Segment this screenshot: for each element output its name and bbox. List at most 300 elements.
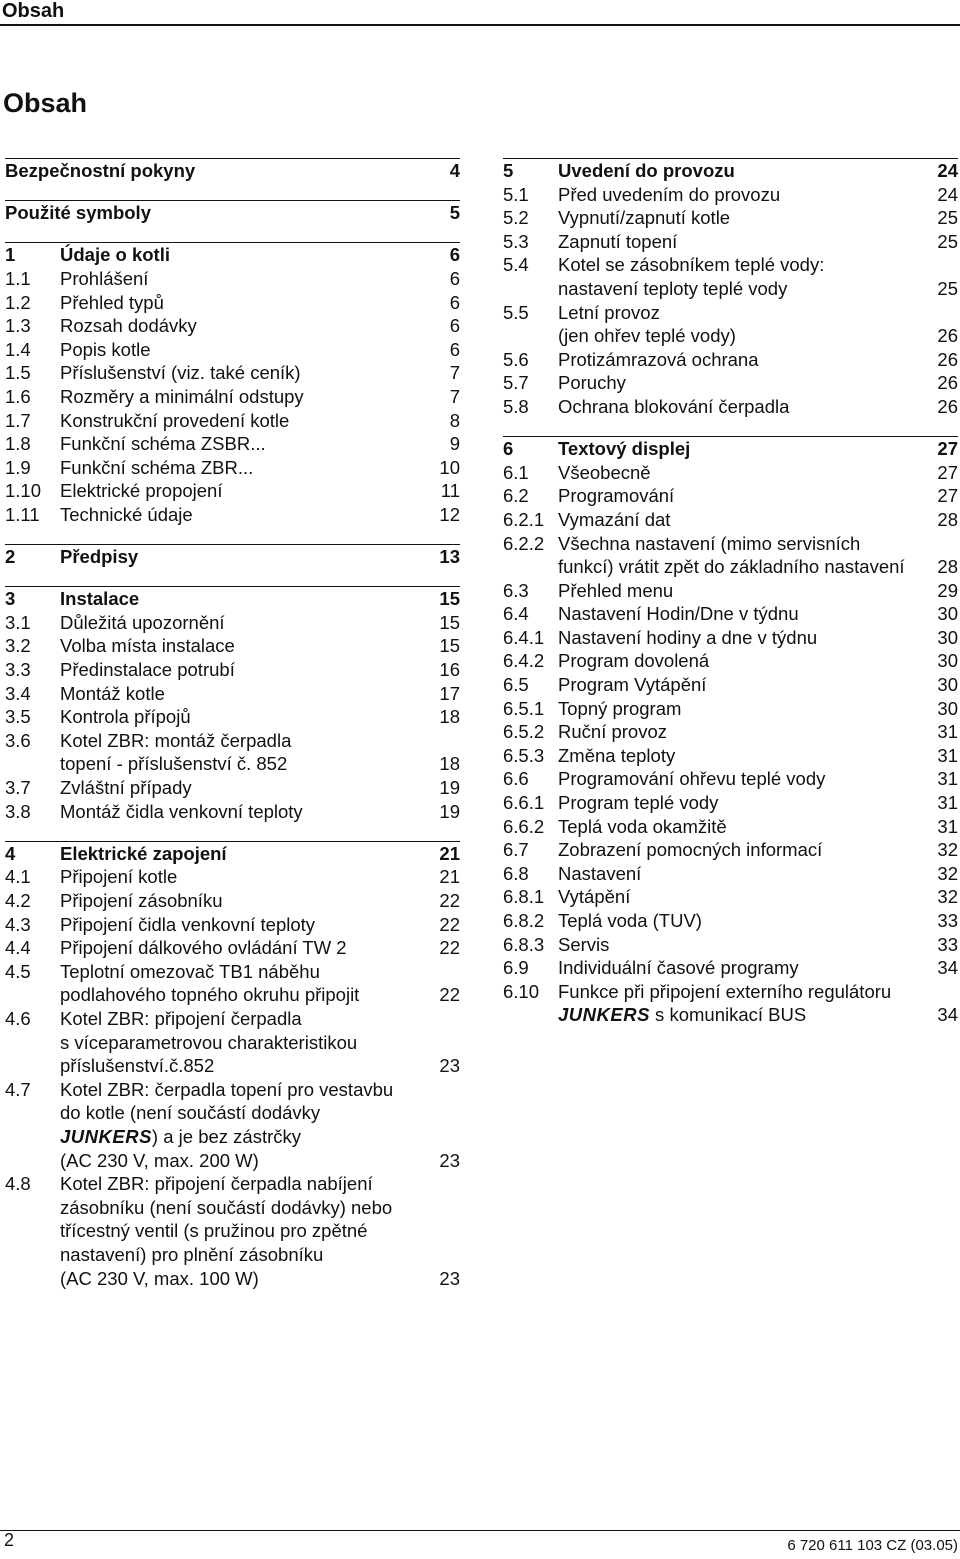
toc-entry[interactable] [5,456,460,480]
toc-entry[interactable] [503,838,958,862]
toc-entry-number: 4.3 [5,913,31,935]
toc-entry-number: 1.3 [5,315,31,337]
toc-entry[interactable] [503,673,958,697]
toc-page-number: 25 [937,230,958,252]
toc-page-number: 6 [449,315,460,337]
toc-page-number: 30 [937,650,958,672]
toc-entry-title: Funkce při připojení externího regulátoru [558,980,892,1002]
toc-page-number: 31 [937,792,958,814]
toc-page-number: 19 [439,800,460,822]
toc-page-number: 25 [937,277,958,299]
toc-entry-title: Protizámrazová ochrana [558,348,759,370]
toc-page-number: 6 [449,267,460,289]
toc-entry[interactable] [5,1172,460,1196]
toc-page-number: 18 [439,706,460,728]
toc-entry-title: JUNKERS s komunikací BUS [558,1004,807,1026]
toc-entry[interactable] [503,744,958,768]
toc-chapter-heading[interactable] [503,158,958,183]
toc-page-number: 24 [937,183,958,205]
toc-section [503,158,958,419]
toc-entry-title: Kotel ZBR: montáž čerpadla [60,729,292,751]
toc-chapter-heading[interactable] [5,200,460,225]
toc-entry-title: Kontrola přípojů [60,706,191,728]
toc-page-number: 28 [937,556,958,578]
toc-entry[interactable] [503,697,958,721]
toc-page-number: 33 [937,910,958,931]
toc-entry[interactable] [503,933,958,957]
toc-entry-title: Rozsah dodávky [60,315,197,337]
toc-entry-number: 5.8 [503,395,529,417]
toc-entry[interactable] [5,1078,460,1102]
toc-page-number: 32 [937,886,958,908]
toc-entry-number: 6.4.2 [503,650,545,672]
toc-entry[interactable] [5,479,460,503]
toc-chapter-title: Bezpečnostní pokyny [5,160,196,181]
toc-entry-number: 6.2.1 [503,508,545,530]
toc-entry-continuation[interactable] [503,324,958,348]
toc-entry-number: 6.8.3 [503,933,545,955]
toc-entry-title: Připojení kotle [60,866,178,888]
toc-entry-number: 6.2 [503,485,529,507]
toc-entry[interactable] [5,291,460,315]
toc-entry-continuation[interactable] [5,1101,460,1125]
toc-entry[interactable] [5,960,460,984]
toc-page-number: 30 [937,697,958,719]
toc-entry[interactable] [5,865,460,889]
toc-entry-title: Letní provoz [558,301,660,323]
toc-entry[interactable] [503,395,958,419]
toc-entry-number: 6.6.1 [503,792,545,814]
toc-entry-continuation[interactable] [5,1054,460,1078]
toc-entry-title: podlahového topného okruhu připojit [60,984,360,1006]
toc-entry-continuation[interactable] [5,1196,460,1220]
toc-page-number: 27 [937,438,958,460]
toc-entry[interactable] [503,720,958,744]
toc-entry-title: do kotle (není součástí dodávky [60,1102,321,1124]
toc-entry[interactable] [5,889,460,913]
toc-entry-title: Ochrana blokování čerpadla [558,395,790,417]
toc-entry-title: Funkční schéma ZBR... [60,456,254,478]
toc-page-number: 28 [937,508,958,530]
toc-entry[interactable] [5,776,460,800]
toc-page-number: 30 [937,603,958,625]
toc-entry-number: 5.2 [503,207,529,229]
toc-entry-number: 6.8 [503,862,529,884]
toc-entry-title: Vytápění [558,886,631,908]
toc-page-number: 11 [440,480,460,502]
toc-page-number: 22 [439,913,460,935]
toc-entry-title: Nastavení hodiny a dne v týdnu [558,626,818,648]
toc-entry[interactable] [503,885,958,909]
toc-page-number: 21 [439,842,460,864]
toc-entry-title: zásobníku (není součástí dodávky) nebo [60,1196,393,1218]
toc-entry[interactable] [503,579,958,603]
toc-entry-number: 6.6.2 [503,815,545,837]
toc-chapter-number: 4 [5,842,16,864]
toc-entry-number: 4.5 [5,960,31,982]
toc-entry-number: 1.11 [5,503,40,525]
toc-section [5,841,460,1290]
toc-chapter-heading[interactable] [5,158,460,183]
toc-entry-number: 6.6 [503,768,529,790]
toc-page-number: 16 [439,659,460,681]
toc-page-number: 26 [937,325,958,347]
toc-entry-number: 6.7 [503,839,529,861]
header-bar [0,0,960,26]
toc-entry[interactable] [503,206,958,230]
toc-entry[interactable] [5,658,460,682]
toc-page-number: 26 [937,372,958,394]
toc-entry[interactable] [503,371,958,395]
toc-entry-continuation[interactable] [503,555,958,579]
toc-page-number: 31 [937,744,958,766]
header-section-title: Obsah [2,0,65,22]
toc-entry-number: 4.2 [5,890,31,911]
toc-entry-title: Ruční provoz [558,721,667,743]
toc-entry-title: Přehled menu [558,579,674,601]
toc-entry-title: Zapnutí topení [558,230,678,252]
toc-page-number: 12 [439,503,460,525]
toc-entry-continuation[interactable] [503,277,958,301]
toc-entry[interactable] [503,791,958,815]
toc-page-number: 10 [439,456,460,478]
toc-entry-title: Nastavení [558,862,642,884]
toc-entry[interactable] [5,361,460,385]
toc-entry[interactable] [503,862,958,886]
toc-entry-title: Vymazání dat [558,508,671,530]
toc-entry-title: příslušenství.č.852 [60,1055,215,1077]
toc-page-number: 6 [449,291,460,313]
toc-section [5,242,460,526]
toc-page-number: 18 [439,753,460,775]
toc-entry-title: Důležitá upozornění [60,611,225,633]
toc-entry-number: 6.3 [503,579,529,601]
toc-entry-title: Servis [558,933,610,955]
toc-chapter-number: 5 [503,160,514,181]
toc-page-number: 32 [937,862,958,884]
toc-entry[interactable] [503,301,958,325]
toc-entry-title: nastavení teploty teplé vody [558,277,788,299]
toc-entry-number: 3.7 [5,777,31,799]
toc-entry-number: 5.5 [503,301,529,323]
toc-page-number: 24 [937,160,958,181]
toc-page-number: 31 [937,768,958,790]
toc-entry[interactable] [5,936,460,960]
toc-entry-continuation[interactable] [5,1031,460,1055]
toc-page-number: 27 [937,485,958,507]
toc-entry[interactable] [5,705,460,729]
toc-page-number: 25 [937,207,958,229]
toc-page-number: 31 [937,815,958,837]
toc-page-number: 30 [937,626,958,648]
toc-page-number: 9 [449,433,460,455]
toc-entry-title: Montáž kotle [60,682,165,704]
toc-page-number: 19 [439,777,460,799]
toc-entry[interactable] [5,729,460,753]
toc-entry-number: 6.5.3 [503,744,545,766]
toc-entry[interactable] [503,626,958,650]
toc-entry-continuation[interactable] [5,1149,460,1173]
toc-chapter-title: Předpisy [60,546,139,568]
toc-entry-title: Kotel ZBR: připojení čerpadla nabíjení [60,1173,373,1195]
toc-chapter-heading[interactable] [5,544,460,569]
toc-section [503,436,958,1027]
toc-section [5,544,460,569]
toc-page-number: 34 [937,1004,958,1026]
toc-entry[interactable] [503,815,958,839]
toc-entry-number: 1.5 [5,362,31,384]
toc-entry-number: 1.10 [5,480,42,502]
toc-entry-number: 3.6 [5,729,31,751]
toc-entry-title: Příslušenství (viz. také ceník) [60,362,301,384]
toc-entry-number: 1.4 [5,338,31,360]
toc-entry[interactable] [5,503,460,527]
toc-entry-number: 4.1 [5,866,31,888]
junkers-brand-text: JUNKERS [60,1125,152,1147]
toc-entry-number: 5.4 [503,254,529,276]
toc-entry-title: Vypnutí/zapnutí kotle [558,207,731,229]
toc-entry-title: Kotel ZBR: čerpadla topení pro vestavbu [60,1078,394,1100]
toc-entry-number: 4.6 [5,1007,31,1029]
toc-entry-continuation[interactable] [5,983,460,1007]
footer-divider [0,1530,960,1531]
toc-page-number: 7 [449,385,460,407]
toc-entry-title: JUNKERS) a je bez zástrčky [60,1125,301,1147]
toc-entry-title: Přehled typů [60,291,164,313]
toc-entry-continuation[interactable] [503,1003,958,1027]
footer-page-number: 2 [4,1530,15,1550]
toc-entry-title: funkcí) vrátit zpět do základního nastavení [558,556,905,578]
toc-entry-number: 6.8.1 [503,886,545,908]
toc-entry[interactable] [503,484,958,508]
toc-chapter-number: 3 [5,588,16,610]
toc-entry[interactable] [503,602,958,626]
toc-page-number: 13 [439,546,460,568]
toc-entry-title: Zvláštní případy [60,777,192,799]
toc-entry-number: 1.6 [5,385,31,407]
toc-entry-title: Programování ohřevu teplé vody [558,768,826,790]
toc-entry-title: třícestný ventil (s pružinou pro zpětné [60,1220,368,1242]
toc-entry-number: 6.10 [503,980,540,1002]
toc-page-number: 26 [937,348,958,370]
toc-entry-number: 6.2.2 [503,532,545,554]
toc-entry-number: 6.8.2 [503,910,545,931]
toc-chapter-number: 1 [5,244,16,266]
toc-page-number: 26 [937,395,958,417]
toc-entry[interactable] [5,432,460,456]
toc-entry[interactable] [503,253,958,277]
toc-page-number: 23 [439,1055,460,1077]
toc-page-number: 30 [937,674,958,696]
toc-entry-title: Kotel ZBR: připojení čerpadla [60,1007,302,1029]
toc-entry[interactable] [5,409,460,433]
toc-page-number: 21 [439,866,460,888]
toc-entry-number: 3.2 [5,635,31,657]
footer-doc-code: 6 720 611 103 CZ (03.05) [787,1537,958,1554]
toc-entry-number: 4.8 [5,1173,31,1195]
toc-entry-title: Předinstalace potrubí [60,659,235,681]
toc-entry[interactable] [503,532,958,556]
toc-entry-title: Program dovolená [558,650,710,672]
toc-entry-number: 4.4 [5,937,31,959]
toc-page-number: 5 [449,202,460,224]
toc-entry[interactable] [5,385,460,409]
toc-entry-title: Konstrukční provedení kotle [60,409,290,431]
toc-entry-number: 1.9 [5,456,31,478]
toc-entry-number: 3.4 [5,682,31,704]
toc-page-number: 15 [439,635,460,657]
toc-entry-title: Elektrické propojení [60,480,223,502]
toc-entry-title: Nastavení Hodin/Dne v týdnu [558,603,799,625]
toc-chapter-title: Uvedení do provozu [558,160,735,181]
toc-entry-title: topení - příslušenství č. 852 [60,753,288,775]
toc-entry-title: Programování [558,485,675,507]
toc-entry[interactable] [503,956,958,980]
toc-entry-title: Připojení zásobníku [60,890,223,911]
toc-entry-continuation[interactable] [5,1267,460,1291]
toc-entry-continuation[interactable] [5,752,460,776]
toc-entry-continuation[interactable] [5,1243,460,1267]
toc-page-number: 31 [937,721,958,743]
toc-page-number: 22 [439,984,460,1006]
toc-entry[interactable] [503,909,958,933]
toc-entry-number: 5.6 [503,348,529,370]
toc-page-number: 15 [439,611,460,633]
toc-left-column [5,158,460,1308]
toc-entry-title: Program teplé vody [558,792,719,814]
toc-entry[interactable] [5,338,460,362]
toc-entry-number: 3.8 [5,800,31,822]
toc-entry-number: 1.8 [5,433,31,455]
toc-page-number: 8 [449,409,460,431]
toc-entry-title: Všeobecně [558,461,651,483]
toc-entry-number: 1.1 [5,267,31,289]
toc-chapter-title: Elektrické zapojení [60,842,227,864]
page-title: Obsah [3,88,88,118]
toc-chapter-title: Instalace [60,588,140,610]
toc-entry[interactable] [503,230,958,254]
toc-entry-title: Teplá voda okamžitě [558,815,727,837]
toc-page-number: 32 [937,839,958,861]
toc-entry-title: (AC 230 V, max. 200 W) [60,1149,259,1171]
toc-entry-title: Program Vytápění [558,674,707,696]
toc-entry[interactable] [503,980,958,1004]
toc-entry-title: Kotel se zásobníkem teplé vody: [558,254,825,276]
toc-entry-title: Funkční schéma ZSBR... [60,433,266,455]
toc-entry-title: Rozměry a minimální odstupy [60,385,304,407]
toc-entry-number: 1.2 [5,291,31,313]
toc-entry[interactable] [5,634,460,658]
toc-entry-number: 6.5.1 [503,697,545,719]
toc-page-number: 27 [937,461,958,483]
toc-section [5,586,460,823]
toc-chapter-title: Použité symboly [5,202,151,224]
toc-entry-title: Technické údaje [60,503,193,525]
toc-entry-number: 5.1 [503,183,529,205]
toc-entry-title: Teplá voda (TUV) [558,910,702,931]
toc-page-number: 22 [439,937,460,959]
toc-entry-title: Prohlášení [60,267,149,289]
toc-entry-title: Všechna nastavení (mimo servisních [558,532,861,554]
toc-entry-number: 6.4 [503,603,529,625]
toc-entry-title: nastavení) pro plnění zásobníku [60,1243,324,1265]
toc-entry-title: Před uvedením do provozu [558,183,781,205]
toc-chapter-heading[interactable] [5,841,460,866]
toc-entry[interactable] [503,767,958,791]
toc-entry-number: 4.7 [5,1078,31,1100]
toc-chapter-title: Údaje o kotli [60,244,170,266]
toc-right-column [503,158,958,1045]
toc-page-number: 34 [937,957,958,979]
toc-page-number: 6 [449,338,460,360]
toc-page-number: 15 [439,588,460,610]
toc-page-number: 23 [439,1149,460,1171]
toc-entry[interactable] [503,649,958,673]
toc-entry-number: 6.5 [503,674,529,696]
toc-entry-title: Montáž čidla venkovní teploty [60,800,303,822]
toc-entry[interactable] [503,348,958,372]
toc-entry-number: 3.3 [5,659,31,681]
toc-entry-number: 6.9 [503,957,529,979]
toc-entry-title: Topný program [558,697,682,719]
toc-page-number: 6 [449,244,460,266]
toc-entry-continuation[interactable] [5,1219,460,1243]
toc-entry-title: Připojení čidla venkovní teploty [60,913,316,935]
toc-page-number: 29 [937,579,958,601]
toc-entry[interactable] [503,183,958,207]
toc-page-number: 7 [449,362,460,384]
toc-entry[interactable] [5,1007,460,1031]
toc-page-number: 23 [439,1267,460,1289]
junkers-brand-text: JUNKERS [558,1004,650,1026]
toc-entry[interactable] [5,913,460,937]
toc-entry-title: Individuální časové programy [558,957,799,979]
toc-entry[interactable] [5,267,460,291]
toc-entry[interactable] [5,800,460,824]
toc-entry-title: Poruchy [558,372,626,394]
toc-chapter-heading[interactable] [5,242,460,267]
toc-entry[interactable] [5,314,460,338]
toc-entry-continuation[interactable] [5,1125,460,1149]
toc-chapter-heading[interactable] [503,436,958,461]
toc-entry-title: s víceparametrovou charakteristikou [60,1031,358,1053]
toc-entry-number: 5.3 [503,230,529,252]
toc-entry[interactable] [5,682,460,706]
toc-entry-number: 6.5.2 [503,721,545,743]
toc-entry-number: 3.1 [5,611,31,633]
toc-entry-title: Volba místa instalace [60,635,235,657]
toc-page-number: 17 [439,682,460,704]
toc-entry-title: (AC 230 V, max. 100 W) [60,1267,259,1289]
toc-entry[interactable] [503,461,958,485]
toc-entry-title: Zobrazení pomocných informací [558,839,823,861]
toc-entry-title: Popis kotle [60,338,151,360]
toc-entry-number: 6.4.1 [503,626,545,648]
toc-chapter-heading[interactable] [5,586,460,611]
toc-entry-number: 6.1 [503,461,529,483]
toc-page-number: 4 [449,160,460,181]
toc-entry-number: 5.7 [503,372,529,394]
toc-chapter-number: 6 [503,438,514,460]
toc-entry-title: Teplotní omezovač TB1 náběhu [60,960,320,982]
toc-section [5,200,460,225]
toc-entry-title: Změna teploty [558,744,676,766]
toc-entry[interactable] [503,508,958,532]
toc-entry-title: (jen ohřev teplé vody) [558,325,736,347]
toc-entry-number: 1.7 [5,409,31,431]
toc-entry[interactable] [5,611,460,635]
toc-chapter-number: 2 [5,546,16,568]
